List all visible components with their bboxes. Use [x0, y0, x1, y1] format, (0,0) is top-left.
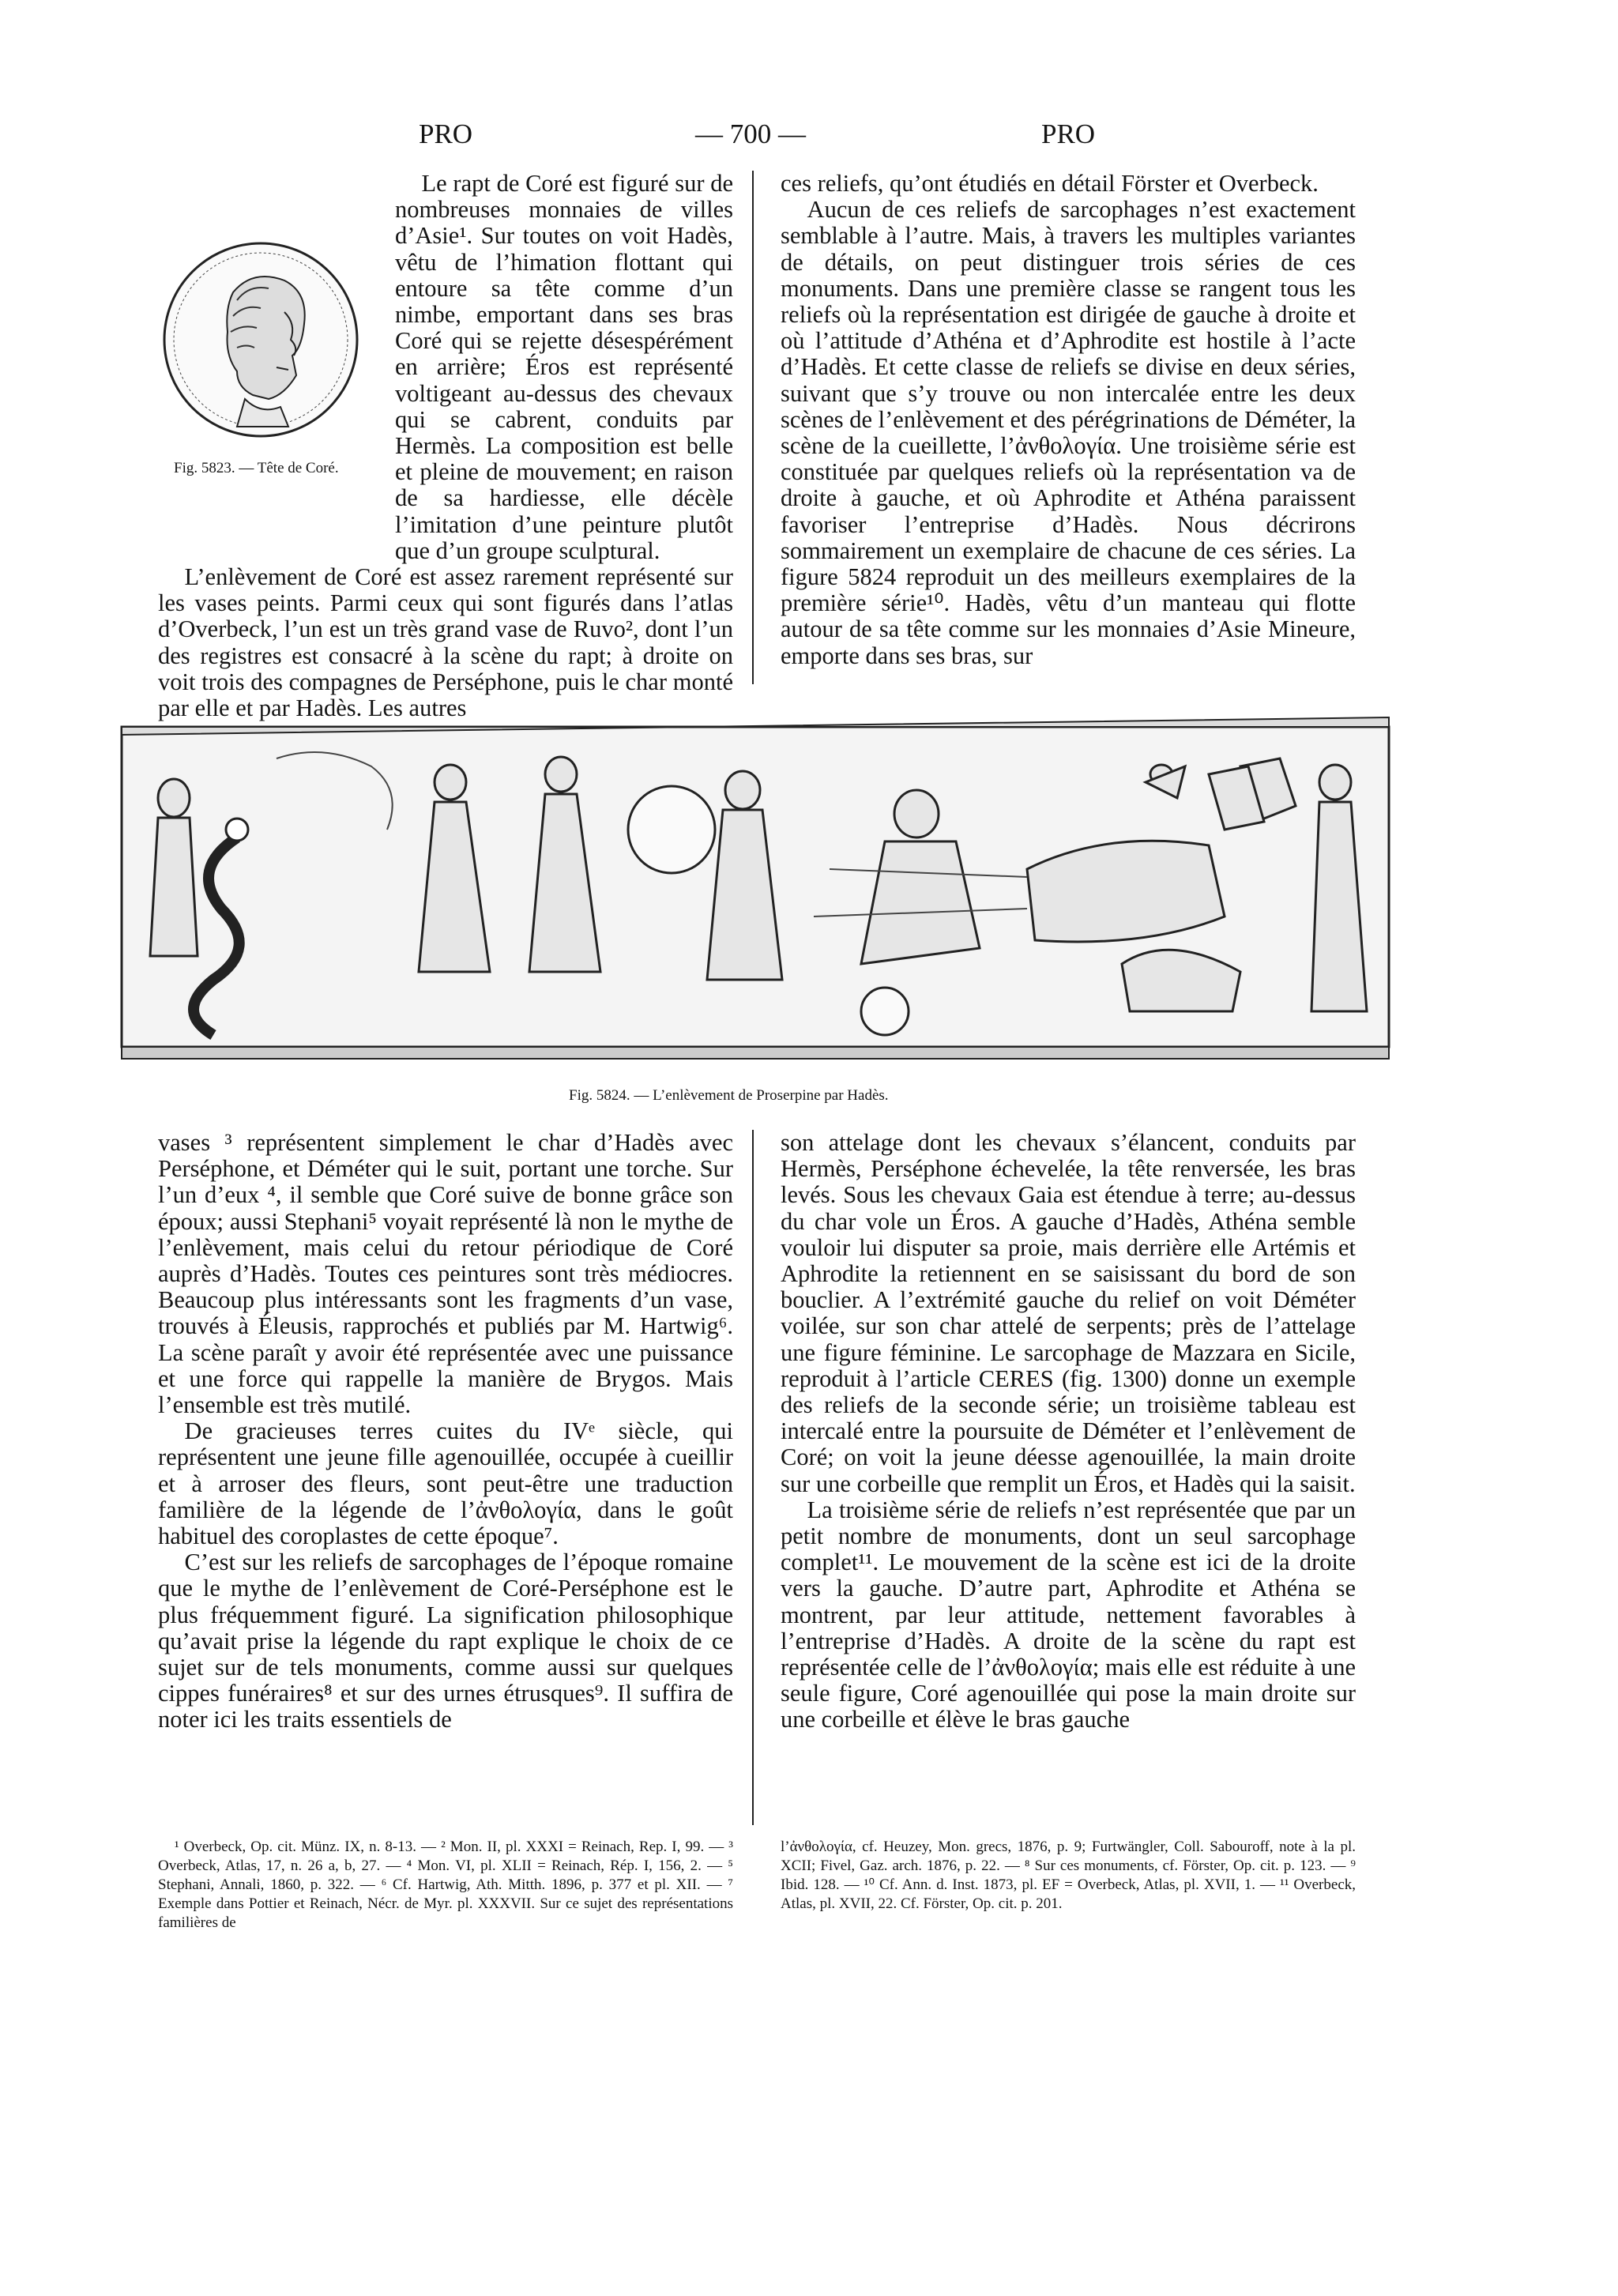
footnotes-left: [158, 1838, 733, 1933]
column-divider-top: [752, 171, 754, 684]
paragraph: ces reliefs, qu’ont étudiés en détail Förster et Overbeck.: [781, 170, 1319, 197]
column-divider-bottom: [752, 1130, 754, 1825]
paragraph: [158, 171, 733, 564]
paragraph: son attelage dont les chevaux s’élancent, conduits par Hermès, Perséphone échevelée, la tête renversée, les bras levés. Sous les chevaux Gaia est étendue à terre; au-dessus du char vole un Éros. A gauche d’Hadès, Athéna semble vouloir lui disputer sa proie, mais derrière elle Artémis et Aphrodite la retiennent en se saisissant du bord de son bouclier. A l’extrémité gauche du relief on voit Déméter voilée, sur son char attelé de serpents; près de l’attelage une figure féminine. Le sarcophage de Mazzara en Sicile, reproduit à l’article CERES (fig. 1300) donne un exemple des reliefs de la seconde série; un troisième tableau est intercalé entre la poursuite de Déméter et l’enlèvement de Coré; on voit la jeune déesse agenouillée, la main droite sur une corbeille que remplit un Éros, et Hadès qui la saisit.: [781, 1129, 1356, 1497]
paragraph: Aucun de ces reliefs de sarcophages n’est exactement semblable à l’autre. Mais, à travers les multiples variantes de détails, on peut distinguer trois séries de ces monuments. Dans une première classe se rangent tous les reliefs où la représentation est dirigée de gauche à droite et où l’attitude d’Athéna et d’Aphrodite est hostile à l’acte d’Hadès. Et cette classe de reliefs se divise en deux séries, suivant que s’y trouve ou non intercalée entre les deux scènes de l’enlèvement et des pérégrinations de Déméter, la scène de la cueillette, l’ἀνθολογία. Une troisième série est constituée par quelques reliefs où la représentation va de droite à gauche, et où Aphrodite et Athéna paraissent favoriser l’entreprise d’Hadès. Nous décrirons sommairement un exemplaire de chacune de ces séries. La figure 5824 reproduit un des meilleurs exemplaires de la première série¹⁰. Hadès, vêtu d’un manteau qui flotte autour de sa tête comme sur les monnaies d’Asie Mineure, emporte dans ses bras, sur: [781, 196, 1356, 669]
coin-wrap-spacer: [158, 218, 395, 550]
paragraph: La troisième série de reliefs n’est représentée que par un petit nombre de monuments, dont un seul sarcophage complet¹¹. Le mouvement de la scène est ici de la droite vers la gauche. D’autre part, Aphrodite et Athéna se montrent, par leur attitude, nettement favorables à l’entreprise d’Hadès. A droite de la scène du rapt est représentée celle de l’ἀνθολογία; mais elle est réduite à une seule figure, Coré agenouillée qui pose la main droite sur une corbeille et élève le bras gauche: [781, 1496, 1356, 1733]
page-number: — 700 —: [695, 119, 806, 149]
running-head-right: PRO: [1041, 119, 1096, 149]
relief-caption: Fig. 5824. — L’enlèvement de Proserpine par Hadès.: [569, 1087, 889, 1104]
right-column-top: [781, 171, 1356, 669]
paragraph: L’enlèvement de Coré est assez rarement représenté sur les vases peints. Parmi ceux qui sont figurés dans l’atlas d’Overbeck, l’un est un très grand vase de Ruvo², dont l’un des registres est consacré à la scène du rapt; à droite on voit trois des compagnes de Perséphone, puis le char monté par elle et par Hadès. Les autres: [158, 563, 733, 722]
coin-caption: Fig. 5823. — Tête de Coré.: [174, 460, 339, 476]
footnotes-right: [781, 1838, 1356, 1914]
running-head-left: PRO: [419, 119, 473, 149]
paragraph: De gracieuses terres cuites du IVᵉ siècle, qui représentent une jeune fille agenouillée, occupée à cueillir et à arroser des fleurs, sont peut-être une traduction familière de la légende de l’ἀνθολογία, dans le goût habituel des coroplastes de cette époque⁷.: [158, 1417, 733, 1550]
footnote-text: ¹ Overbeck, Op. cit. Münz. IX, n. 8-13. — ² Mon. II, pl. XXXI = Reinach, Rep. I, 99. — ³ Overbeck, Atlas, 17, n. 26 a, b, 27. — ⁴ Mon. VI, pl. XLII = Reinach, Rép. I, 156, 2. — ⁵ Stephani, Annali, 1860, p. 322. — ⁶ Cf. Hartwig, Ath. Mitth. 1896, p. 377 et pl. XII. — ⁷ Exemple dans Pottier et Reinach, Nécr. de Myr. pl. XXXVII. Sur ce sujet des représentations familières de: [158, 1839, 733, 1931]
sarcophagus-relief-figure: [119, 711, 1392, 1067]
left-column-bottom: [158, 1130, 733, 1733]
footnote-text: l’ἀνθολογία, cf. Heuzey, Mon. grecs, 1876, p. 9; Furtwängler, Coll. Sabouroff, note à la pl. XCII; Fivel, Gaz. arch. 1876, p. 22. — ⁸ Sur ces monuments, cf. Förster, Op. cit. p. 123. — ⁹ Ibid. 128. — ¹⁰ Cf. Ann. d. Inst. 1873, pl. EF = Overbeck, Atlas, pl. XVII, 1. — ¹¹ Overbeck, Atlas, pl. XVII, 22. Cf. Förster, Op. cit. p. 201.: [781, 1839, 1356, 1912]
left-column-top: [158, 171, 733, 721]
paragraph-text: Le rapt de Coré est figuré sur de nombreuses monnaies de villes d’Asie¹. Sur toutes on voit Hadès, vêtu de l’himation flottant qui entoure sa tête comme d’un nimbe, emportant dans ses bras Coré qui se rejette désespérément en arrière; Éros est représenté voltigeant au-dessus des chevaux qui se cabrent, conduits par Hermès. La composition est belle et pleine de mouvement; en raison de sa hardiesse, elle décèle l’imitation d’une peinture plutôt que d’un groupe sculptural.: [395, 170, 733, 564]
right-column-bottom: [781, 1130, 1356, 1733]
paragraph: C’est sur les reliefs de sarcophages de l’époque romaine que le mythe de l’enlèvement de Coré-Perséphone est le plus fréquemment figuré. La signification philosophique qu’avait prise la légende du rapt explique le choix de ce sujet sur de tels monuments, comme aussi sur quelques cippes funéraires⁸ et sur des urnes étrusques⁹. Il suffira de noter ici les traits essentiels de: [158, 1549, 733, 1733]
paragraph: vases ³ représentent simplement le char d’Hadès avec Perséphone, et Déméter qui le suit, portant une torche. Sur l’un d’eux ⁴, il semble que Coré suive de bonne grâce son époux; aussi Stephani⁵ voyait représenté là non le mythe de l’enlèvement, mais celui du retour périodique de Coré auprès d’Hadès. Toutes ces peintures sont très médiocres. Beaucoup plus intéressants sont les fragments d’un vase, trouvés à Éleusis, rapprochés et publiés par M. Hartwig⁶. La scène paraît y avoir été représentée avec une puissance et une force qui rappelle la manière de Brygos. Mais l’ensemble est très mutilé.: [158, 1129, 733, 1419]
